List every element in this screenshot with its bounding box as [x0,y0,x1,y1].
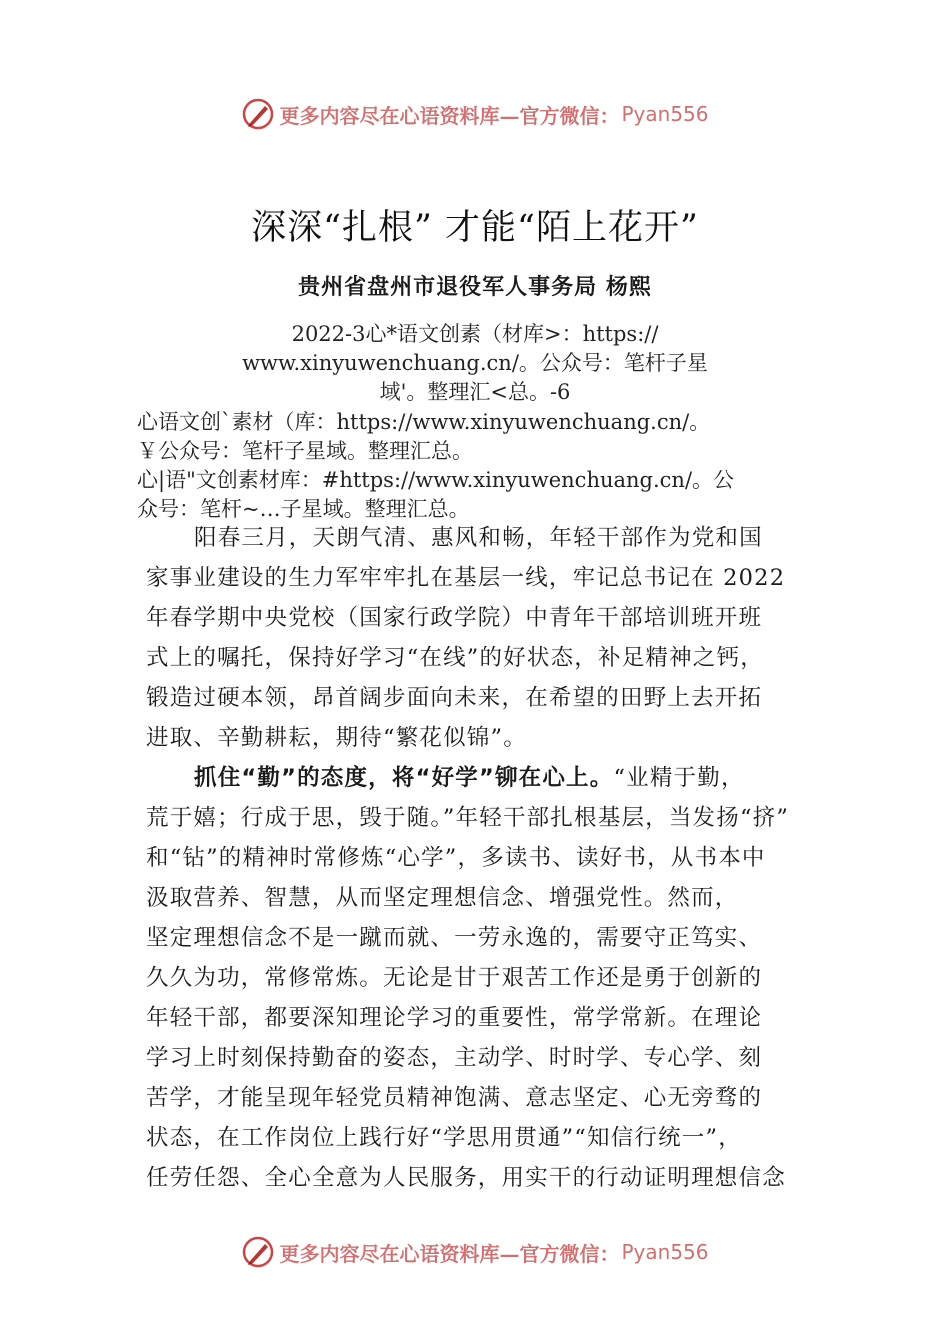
pen-logo-icon [241,1235,275,1269]
paragraph-line: 和“钻”的精神时常修炼“心学”，多读书、读好书，从书本中 [146,845,766,871]
paragraph-line: 汲取营养、智慧，从而坚定理想信念、增强党性。然而， [146,885,739,911]
header-banner [0,94,950,134]
paragraph-1 [146,518,822,758]
source-note-left [137,408,827,524]
paragraph-line: 学习上时刻保持勤奋的姿态，主动学、时时学、专心学、刻 [146,1045,763,1071]
paragraph-line: 任劳任怨、全心全意为人民服务，用实干的行动证明理想信念 [146,1165,786,1191]
footer-banner [0,1232,950,1272]
paragraph-2 [146,758,822,1198]
paragraph-line: 年轻干部，都要深知理论学习的重要性，常学常新。在理论 [146,1005,763,1031]
paragraph-line: 年春学期中央党校（国家行政学院）中青年干部培训班开班 [146,605,763,631]
paragraph-line: 进取、辛勤耕耘，期待“繁花似锦”。 [146,725,527,751]
document-title: 深深“扎根” 才能“陌上花开” [251,208,699,248]
source-line: 众号：笔杆~…子星域。整理汇总。 [137,497,470,521]
header-banner-text: 更多内容尽在心语资料库—官方微信： [279,103,620,128]
paragraph-line: 状态，在工作岗位上践行好“学思用贯通”“知信行统一”， [146,1125,742,1151]
footer-banner-text: 更多内容尽在心语资料库—官方微信： [279,1241,620,1266]
paragraph-line: 锻造过硬本领，昂首阔步面向未来，在希望的田野上去开拓 [146,685,763,711]
document-author: 贵州省盘州市退役军人事务局 杨熙 [298,274,652,300]
header-wechat-id: Pyan556 [621,102,709,126]
paragraph-line: 家事业建设的生力军牢牢扎在基层一线，牢记总书记在 2022 [146,565,786,591]
paragraph-first-line [146,758,822,798]
paragraph-line: 式上的嘱托，保持好学习“在线”的好状态，补足精神之钙， [146,645,764,671]
paragraph-line: 荒于嬉；行成于思，毁于随。”年轻干部扎根基层，当发扬“挤” [146,805,790,831]
footer-wechat-id: Pyan556 [621,1240,709,1264]
source-line: 心语文创`素材（库：https://www.xinyuwenchuang.cn/。 [137,410,711,434]
source-line: 域'。整理汇<总。-6 [379,380,571,404]
source-line: 2022-3心*语文创素（材库>：https:// [291,322,659,346]
paragraph-lead-bold: 抓住“勤”的态度，将“好学”铆在心上。 [194,765,614,791]
pen-logo-icon [241,97,275,131]
paragraph-line: 久久为功，常修常炼。无论是甘于艰苦工作还是勇于创新的 [146,965,763,991]
source-line: 心|语"文创素材库：#https://www.xinyuwenchuang.cn/。公 [137,468,735,492]
source-line: www.xinyuwenchuang.cn/。公众号：笔杆子星 [242,351,708,375]
source-note-centered [0,320,950,407]
paragraph-line: 坚定理想信念不是一蹴而就、一劳永逸的，需要守正笃实、 [146,925,763,951]
paragraph-line: 阳春三月，天朗气清、惠风和畅，年轻干部作为党和国 [194,525,763,551]
paragraph-line: 苦学，才能呈现年轻党员精神饱满、意志坚定、心无旁骛的 [146,1085,763,1111]
paragraph-line-rest: “业精于勤， [613,765,745,791]
source-line: ￥公众号：笔杆子星域。整理汇总。 [137,439,473,463]
